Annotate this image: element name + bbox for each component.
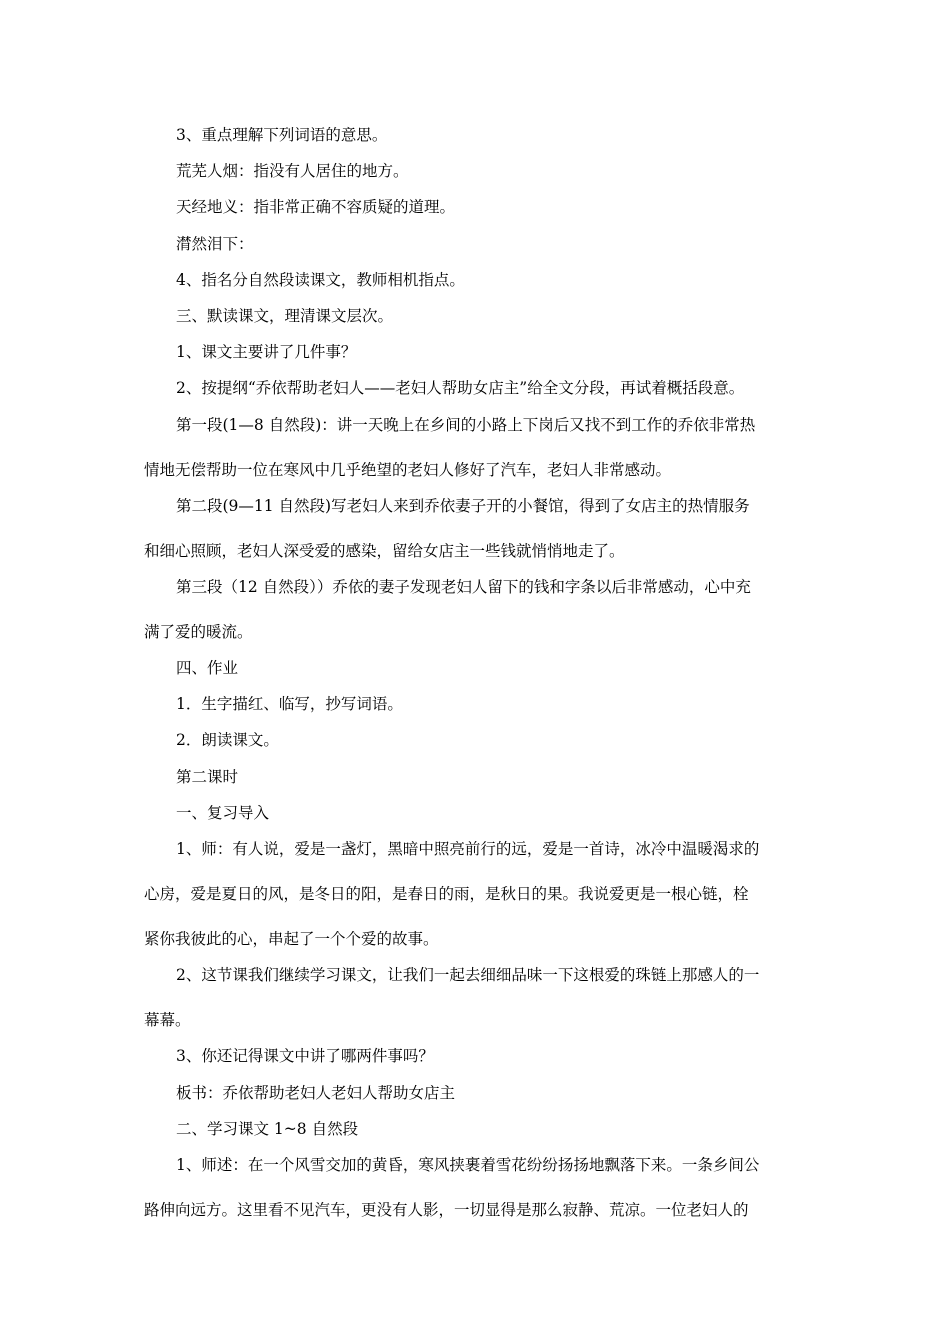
paragraph-step-4: 4、指名分自然段读课文，教师相机指点。 bbox=[176, 270, 465, 289]
paragraph-line: 第三段（12 自然段））乔依的妻子发现老妇人留下的钱和字条以后非常感动，心中充 bbox=[176, 577, 751, 596]
paragraph-homework-1: 1．生字描红、临写，抄写词语。 bbox=[176, 695, 403, 714]
document-body bbox=[144, 121, 809, 1232]
paragraph-line: 紧你我彼此的心，串起了一个个爱的故事。 bbox=[144, 930, 439, 948]
paragraph-teacher-narration bbox=[144, 1151, 809, 1232]
paragraph-vocab-1: 荒芜人烟：指没有人居住的地方。 bbox=[176, 162, 409, 181]
paragraph-line: 路伸向远方。这里看不见汽车，更没有人影，一切显得是那么寂静、荒凉。一位老妇人的 bbox=[144, 1200, 749, 1219]
paragraph-section-3 bbox=[144, 573, 809, 654]
paragraph-continue-study bbox=[144, 961, 809, 1042]
paragraph-line: 1、师：有人说，爱是一盏灯，黑暗中照亮前行的远，爱是一首诗，冰冷中温暖渴求的 bbox=[176, 840, 760, 858]
paragraph-line: 1、师述：在一个风雪交加的黄昏，寒风挟裹着雪花纷纷扬扬地飘落下来。一条乡间公 bbox=[176, 1155, 760, 1174]
paragraph-line: 第二段(9—11 自然段)写老妇人来到乔依妻子开的小餐馆，得到了女店主的热情服务 bbox=[176, 496, 750, 515]
paragraph-section-2 bbox=[144, 492, 809, 573]
section-heading-4: 四、作业 bbox=[176, 659, 239, 678]
section-heading-study: 二、学习课文 1~8 自然段 bbox=[176, 1119, 359, 1138]
paragraph-line: 和细心照顾，老妇人深受爱的感染，留给女店主一些钱就悄悄地走了。 bbox=[144, 541, 625, 560]
paragraph-question-1: 1、课文主要讲了几件事？ bbox=[176, 343, 357, 362]
paragraph-teacher-intro bbox=[144, 835, 809, 961]
paragraph-question-2: 2、按提纲“乔依帮助老妇人——老妇人帮助女店主”给全文分段，再试着概括段意。 bbox=[176, 379, 745, 398]
paragraph-vocab-heading: 3、重点理解下列词语的意思。 bbox=[176, 126, 388, 144]
paragraph-line: 满了爱的暖流。 bbox=[144, 622, 253, 641]
paragraph-vocab-3: 潸然泪下： bbox=[176, 234, 254, 253]
paragraph-recall-question: 3、你还记得课文中讲了哪两件事吗？ bbox=[176, 1047, 434, 1066]
paragraph-vocab-2: 天经地义：指非常正确不容质疑的道理。 bbox=[176, 198, 456, 217]
paragraph-line: 心房，爱是夏日的风，是冬日的阳，是春日的雨，是秋日的果。我说爱更是一根心链，栓 bbox=[144, 885, 749, 903]
paragraph-section-1 bbox=[144, 411, 809, 492]
paragraph-blackboard: 板书：乔依帮助老妇人老妇人帮助女店主 bbox=[176, 1083, 456, 1102]
section-heading-review: 一、复习导入 bbox=[176, 803, 270, 822]
paragraph-line: 情地无偿帮助一位在寒风中几乎绝望的老妇人修好了汽车，老妇人非常感动。 bbox=[144, 460, 672, 479]
section-heading-3: 三、默读课文，理清课文层次。 bbox=[176, 306, 394, 325]
paragraph-line: 幕幕。 bbox=[144, 1011, 191, 1030]
paragraph-homework-2: 2．朗读课文。 bbox=[176, 731, 279, 750]
paragraph-line: 2、这节课我们继续学习课文，让我们一起去细细品味一下这根爱的珠链上那感人的一 bbox=[176, 966, 760, 985]
paragraph-line: 第一段(1—8 自然段)：讲一天晚上在乡间的小路上下岗后又找不到工作的乔依非常热 bbox=[176, 415, 756, 434]
lesson-heading: 第二课时 bbox=[176, 767, 239, 786]
